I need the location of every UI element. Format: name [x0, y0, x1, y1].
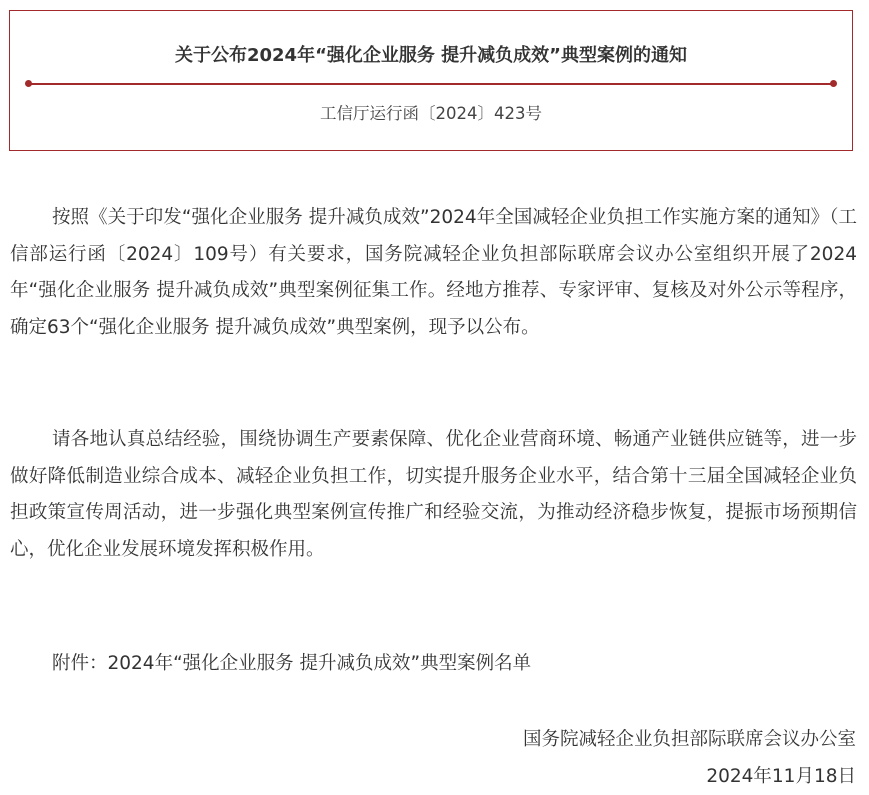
notice-header-box: [9, 10, 853, 151]
body-paragraph-2: 请各地认真总结经验，围绕协调生产要素保障、优化企业营商环境、畅通产业链供应链等，进一步做好降低制造业综合成本、减轻企业负担工作，切实提升服务企业水平，结合第十三届全国减轻企业负担政策宣传周活动，进一步强化典型案例宣传推广和经验交流，为推动经济稳步恢复，提振市场预期信心，优化企业发展环境发挥积极作用。: [10, 422, 857, 568]
document-number: 工信厅运行函〔2024〕423号: [10, 100, 852, 124]
signature-block: [523, 722, 856, 795]
body-paragraph-1: 按照《关于印发“强化企业服务 提升减负成效”2024年全国减轻企业负担工作实施方案的通知》（工信部运行函〔2024〕109号）有关要求，国务院减轻企业负担部际联席会议办公室组织开展了2024年“强化企业服务 提升减负成效”典型案例征集工作。经地方推荐、专家评审、复核及对外公示等程序，确定63个“强化企业服务 提升减负成效”典型案例，现予以公布。: [10, 200, 857, 346]
issue-date: 2024年11月18日: [523, 759, 856, 795]
notice-title: 关于公布2024年“强化企业服务 提升减负成效”典型案例的通知: [10, 41, 852, 67]
attachment-line: 附件：2024年“强化企业服务 提升减负成效”典型案例名单: [10, 646, 857, 683]
issuer-name: 国务院减轻企业负担部际联席会议办公室: [523, 722, 856, 759]
divider-left-dot: [25, 80, 32, 87]
divider-right-dot: [830, 80, 837, 87]
header-divider: [28, 83, 834, 85]
